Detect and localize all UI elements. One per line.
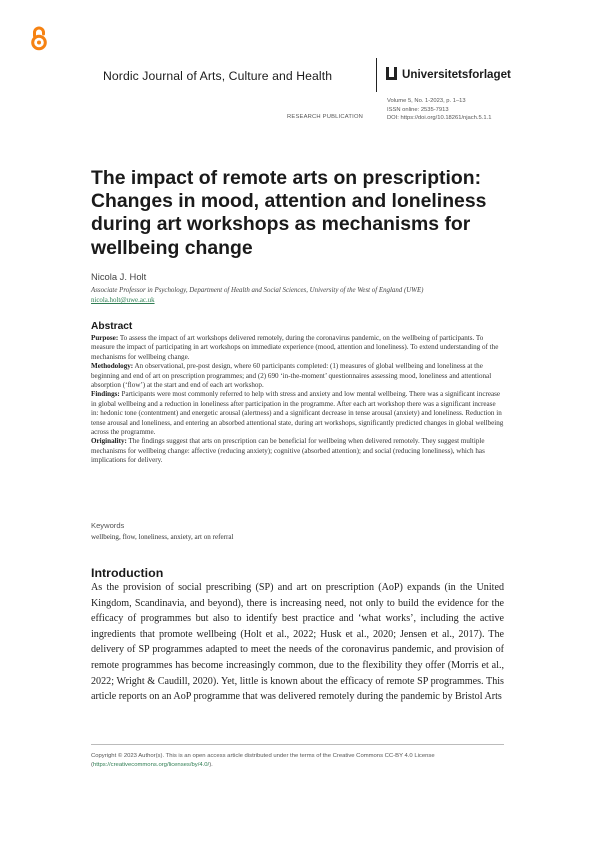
journal-name: Nordic Journal of Arts, Culture and Health bbox=[103, 69, 333, 83]
introduction-heading: Introduction bbox=[91, 566, 164, 580]
author-affiliation: Associate Professor in Psychology, Department of Health and Social Sciences, University of the West of England (UWE) bbox=[91, 287, 424, 294]
abstract-label: Purpose: bbox=[91, 334, 119, 342]
publisher-name: Universitetsforlaget bbox=[402, 67, 511, 81]
abstract-text: Participants were most commonly referred to help with stress and anxiety and low mental wellbeing. There was a significant increase in global wellbeing and a reduction in loneliness after participation in the programme. After each art workshop there was a significant increase in: hedonic tone (contentment) and energetic arousal (alertness) and a significant decrease in tense arousal (anxiety) and loneliness. Reduction in tense arousal and loneliness, and entering an absorbed attentional state, during art workshops, significantly predicted changes in global wellbeing across the programme. bbox=[91, 390, 504, 437]
keywords-heading: Keywords bbox=[91, 521, 125, 530]
header-divider bbox=[376, 58, 377, 92]
abstract-label: Methodology: bbox=[91, 362, 134, 371]
abstract-purpose bbox=[91, 334, 504, 362]
abstract-heading: Abstract bbox=[91, 321, 133, 332]
abstract-findings bbox=[91, 390, 504, 437]
abstract-text: An observational, pre-post design, where 60 participants completed: (1) measures of global wellbeing and loneliness at the beginning and end of art on prescription programmes; and (2) 690 ‘in-the-moment’ questionnaires assessing mood, loneliness and attentional absorption (‘flow’) at the start and end of each art workshop. bbox=[91, 362, 492, 390]
abstract-methodology bbox=[91, 362, 504, 390]
author-name: Nicola J. Holt bbox=[91, 271, 147, 282]
copyright-notice bbox=[91, 752, 471, 769]
author-email-link[interactable]: nicola.holt@uwe.ac.uk bbox=[91, 297, 155, 304]
abstract-text: To assess the impact of art workshops delivered remotely, during the coronavirus pandemic, on the wellbeing of participants. To measure the impact of participating in art workshops on immediate experience (mood, attention and loneliness). To extend understanding of the mechanisms for wellbeing change. bbox=[91, 334, 499, 361]
issn-info: ISSN online: 2535-7913 bbox=[387, 106, 449, 113]
abstract-body bbox=[91, 334, 504, 466]
copyright-text: Copyright © 2023 Author(s). This is an open access article distributed under the terms of the Creative Commons CC-BY 4.0 License ( bbox=[91, 753, 435, 768]
introduction-paragraph: As the provision of social prescribing (SP) and art on prescription (AoP) expands (in the United Kingdom, Scandinavia, and beyond), there is increasing need, not only to build the evidence for the efficacy of programmes but also to identify best practice and ‘what works’, including the active ingredients that promote wellbeing (Holt et al., 2022; Husk et al., 2020; Jensen et al., 2017). The delivery of SP programmes adapted to meet the needs of the coronavirus pandemic, and provision of remote programmes has become increasingly common, due to the flexibility they offer (Morris et al., 2022; Wright & Caudill, 2020). Yet, little is known about the efficacy of remote SP programmes. This article reports on an AoP programme that was delivered remotely during the pandemic by Bristol Arts bbox=[91, 582, 504, 703]
abstract-label: Originality: bbox=[91, 437, 127, 446]
keywords-list: wellbeing, flow, loneliness, anxiety, art on referral bbox=[91, 533, 234, 541]
article-meta bbox=[387, 97, 491, 123]
publication-type: RESEARCH PUBLICATION bbox=[287, 114, 364, 120]
volume-info: Volume 5, No. 1-2023, p. 1–13 bbox=[387, 98, 466, 104]
abstract-text: The findings suggest that arts on prescription can be beneficial for wellbeing when delivered remotely. They suggest multiple mechanisms for wellbeing change: affective (reducing anxiety); cognitive (absorbed attention); and social (reducing loneliness), which has implications for delivery. bbox=[91, 437, 485, 465]
publisher-logo bbox=[386, 67, 511, 81]
open-access-lock-icon bbox=[30, 25, 48, 51]
abstract-label: Findings: bbox=[91, 390, 120, 399]
footer-divider bbox=[91, 744, 504, 745]
license-link[interactable]: https://creativecommons.org/licenses/by/4.0/ bbox=[92, 761, 210, 768]
article-title: The impact of remote arts on prescription: Changes in mood, attention and loneliness during art workshops as mechanisms for wellbeing change bbox=[91, 167, 487, 259]
doi-link[interactable]: DOI: https://doi.org/10.18261/njach.5.1.1 bbox=[387, 115, 492, 122]
abstract-originality bbox=[91, 437, 504, 465]
universitetsforlaget-u-logo bbox=[386, 67, 397, 81]
copyright-end: ). bbox=[209, 761, 213, 768]
